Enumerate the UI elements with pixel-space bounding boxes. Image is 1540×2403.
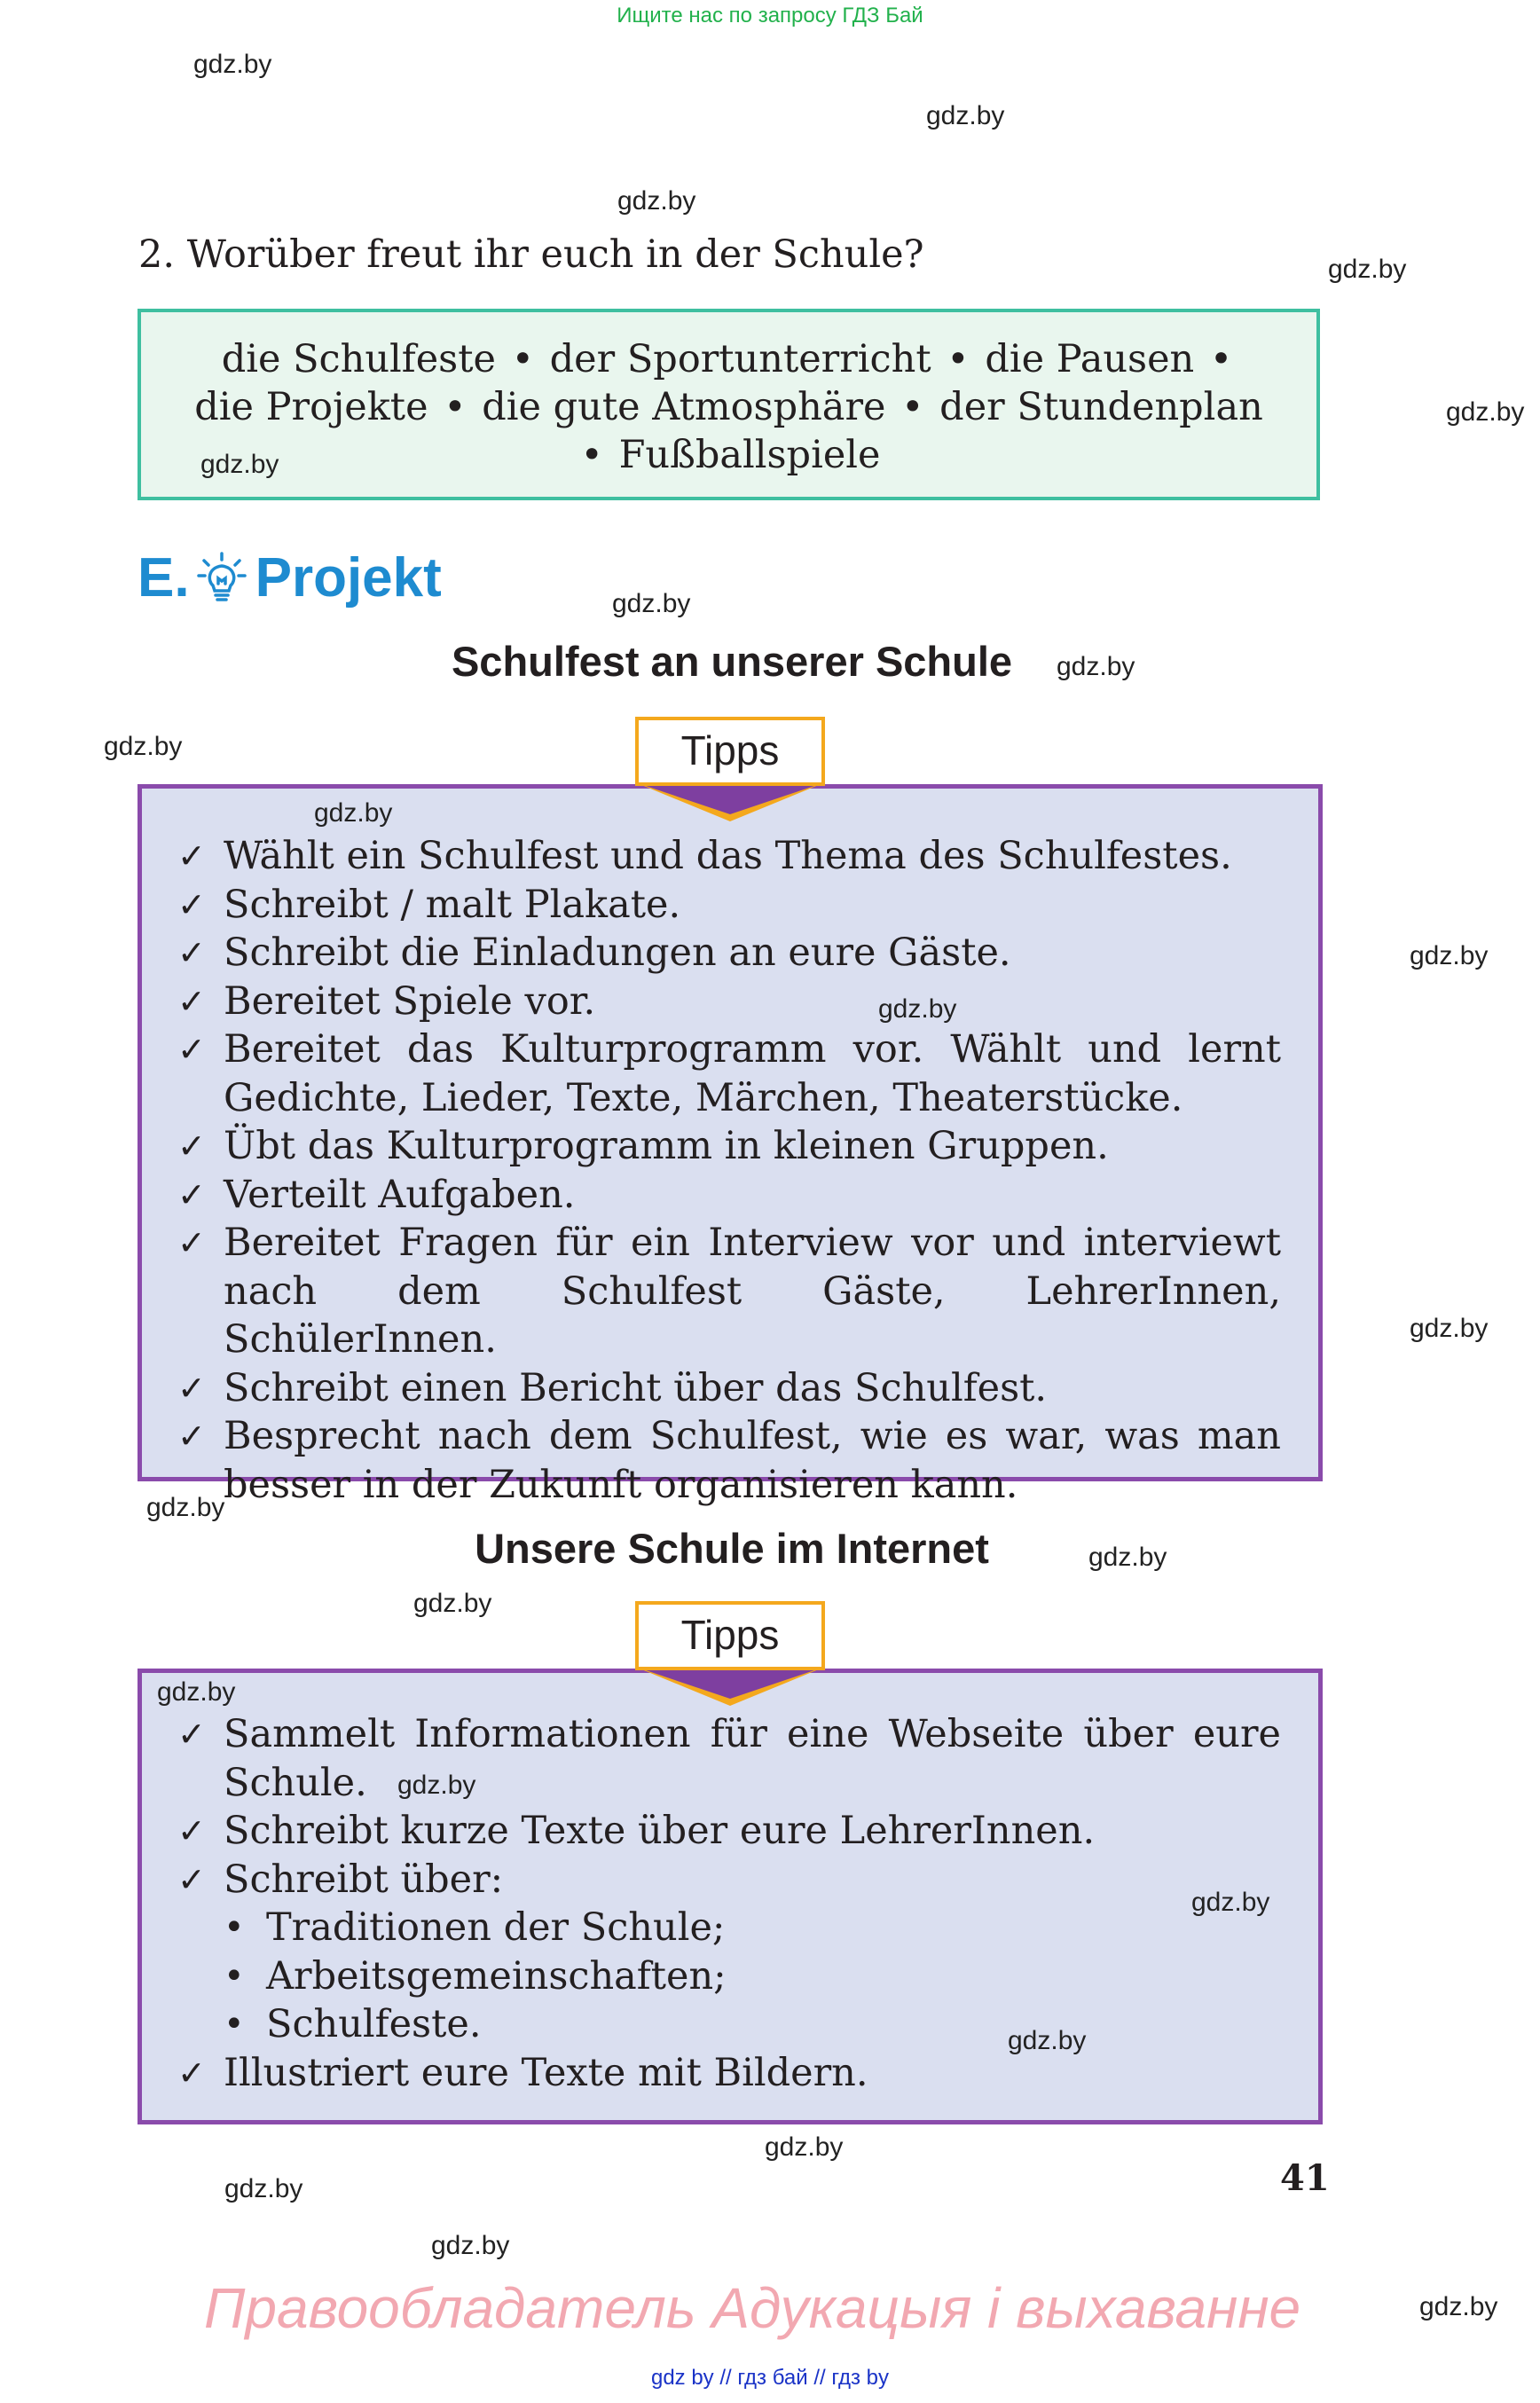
bullet-icon: • [1209,337,1233,381]
sub-list-item [224,2000,1281,2049]
watermark: gdz.by [1410,941,1489,970]
section-letter: E. [138,547,190,609]
section-title: Projekt [255,547,442,609]
watermark: gdz.by [104,732,183,761]
list-item [177,881,1281,930]
list-item [177,978,1281,1026]
word-line-1 [141,335,1316,383]
triangle-down-icon [635,782,825,821]
checkmark-icon: ✓ [177,1811,206,1850]
bullet-icon: • [947,337,970,381]
watermark: gdz.by [617,186,696,216]
checkmark-icon: ✓ [177,884,206,924]
watermark: gdz.by [1057,652,1135,681]
list-item [177,2049,1281,2098]
checkmark-icon: ✓ [177,933,206,972]
list-item [177,929,1281,978]
watermark: gdz.by [1419,2292,1498,2321]
watermark: gdz.by [431,2231,510,2260]
list-item-text: Schreibt über: [224,1857,504,1902]
list-item [177,1025,1281,1122]
word-line-2 [141,383,1316,431]
bullet-icon: • [224,2004,245,2045]
watermark: gdz.by [1410,1314,1489,1343]
section-heading [138,546,442,609]
watermark: gdz.by [224,2174,303,2203]
list-item-text: Sammelt Informationen für eine Webseite über eure Schule. [224,1712,1281,1805]
bullet-icon: • [580,433,603,477]
list-item-text: Schreibt die Einladungen an eure Gäste. [224,931,1011,975]
watermark: gdz.by [612,589,691,618]
tipps-tab: Tipps [635,1601,825,1670]
list-item-text: Verteilt Aufgaben. [224,1172,576,1217]
word-box [138,309,1320,500]
watermark: gdz.by [765,2132,844,2162]
list-item [177,1412,1281,1509]
list-item-text: Bereitet das Kulturprogramm vor. Wählt und lernt Gedichte, Lieder, Texte, Märchen, Theaterstücke. [224,1027,1281,1120]
list-item-text: Bereitet Fragen für ein Interview vor und interviewt nach dem Schulfest Gäste, LehrerInnen, SchülerInnen. [224,1221,1281,1362]
checkmark-icon: ✓ [177,1715,206,1754]
checkmark-icon: ✓ [177,836,206,876]
checkmark-icon: ✓ [177,2053,206,2093]
page-number: 41 [1280,2157,1330,2199]
tipps-tab: Tipps [635,717,825,786]
word-line-3 [141,431,1316,479]
watermark: gdz.by [193,50,272,79]
copyright-notice: Правообладатель Адукацыя і выхаванне [204,2276,1301,2340]
tips-box-1 [138,784,1323,1507]
checkmark-icon: ✓ [177,1030,206,1069]
bullet-icon: • [224,1907,245,1948]
sub-list-item-text: Traditionen der Schule; [266,1905,726,1950]
list-item [177,1710,1281,1807]
lightbulb-icon [197,552,247,605]
word-item: Fußballspiele [618,433,881,477]
tips-list-2 [177,1710,1281,2097]
watermark: gdz.by [200,450,279,479]
list-item [177,1856,1281,2049]
project2-title: Unsere Schule im Internet [475,1525,989,1572]
word-item: der Sportunterricht [549,337,931,381]
footer-links[interactable]: gdz by // гдз бай // гдз by [650,2366,890,2390]
tips-list-1 [177,832,1281,1509]
watermark: gdz.by [413,1589,492,1618]
word-item: die Pausen [985,337,1195,381]
word-item: die gute Atmosphäre [482,385,886,429]
list-item-text: Schreibt / malt Plakate. [224,882,681,927]
watermark: gdz.by [1008,2026,1087,2055]
watermark: gdz.by [878,994,957,1024]
word-item: der Stundenplan [939,385,1263,429]
tips-box-2 [138,1669,1323,2124]
sub-list-item-text: Arbeitsgemeinschaften; [266,1953,727,1999]
list-item-text: Besprecht nach dem Schulfest, wie es war, was man besser in der Zukunft organisieren kann. [224,1414,1281,1507]
checkmark-icon: ✓ [177,1127,206,1166]
checkmark-icon: ✓ [177,1223,206,1262]
watermark: gdz.by [926,101,1005,130]
list-item-text: Schreibt kurze Texte über eure LehrerInnen. [224,1809,1096,1853]
watermark: gdz.by [1446,397,1525,427]
sub-list-item [224,1904,1281,1952]
list-item-text: Bereitet Spiele vor. [224,978,596,1024]
watermark: gdz.by [397,1771,476,1800]
list-item-text: Wählt ein Schulfest und das Thema des Schulfestes. [224,834,1232,878]
list-item [177,1219,1281,1364]
list-item [177,1807,1281,1856]
project1-title: Schulfest an unserer Schule [451,638,1013,685]
watermark: gdz.by [314,798,393,828]
list-item [177,1122,1281,1171]
checkmark-icon: ✓ [177,1859,206,1899]
triangle-down-icon [635,1667,825,1706]
task2-question: 2. Worüber freut ihr euch in der Schule? [138,232,924,277]
list-item-text: Übt das Kulturprogramm in kleinen Gruppen. [224,1124,1109,1168]
sub-list [224,1904,1281,2049]
watermark: gdz.by [146,1493,225,1522]
sub-list-item-text: Schulfeste. [266,2002,482,2046]
sub-list-item [224,1952,1281,2001]
list-item [177,832,1281,881]
checkmark-icon: ✓ [177,1417,206,1456]
checkmark-icon: ✓ [177,981,206,1021]
checkmark-icon: ✓ [177,1174,206,1214]
bullet-icon: • [901,385,924,429]
bullet-icon: • [224,1955,245,1997]
word-item: die Projekte [194,385,428,429]
watermark: gdz.by [1191,1888,1270,1917]
top-banner: Ищите нас по запросу ГДЗ Бай [617,4,923,27]
list-item [177,1171,1281,1220]
bullet-icon: • [444,385,467,429]
list-item [177,1364,1281,1413]
bullet-icon: • [511,337,534,381]
list-item-text: Schreibt einen Bericht über das Schulfest. [224,1365,1048,1410]
list-item-text: Illustriert eure Texte mit Bildern. [224,2050,868,2095]
watermark: gdz.by [1328,255,1407,284]
checkmark-icon: ✓ [177,1368,206,1408]
watermark: gdz.by [1088,1543,1167,1572]
watermark: gdz.by [157,1677,236,1707]
word-item: die Schulfeste [221,337,496,381]
